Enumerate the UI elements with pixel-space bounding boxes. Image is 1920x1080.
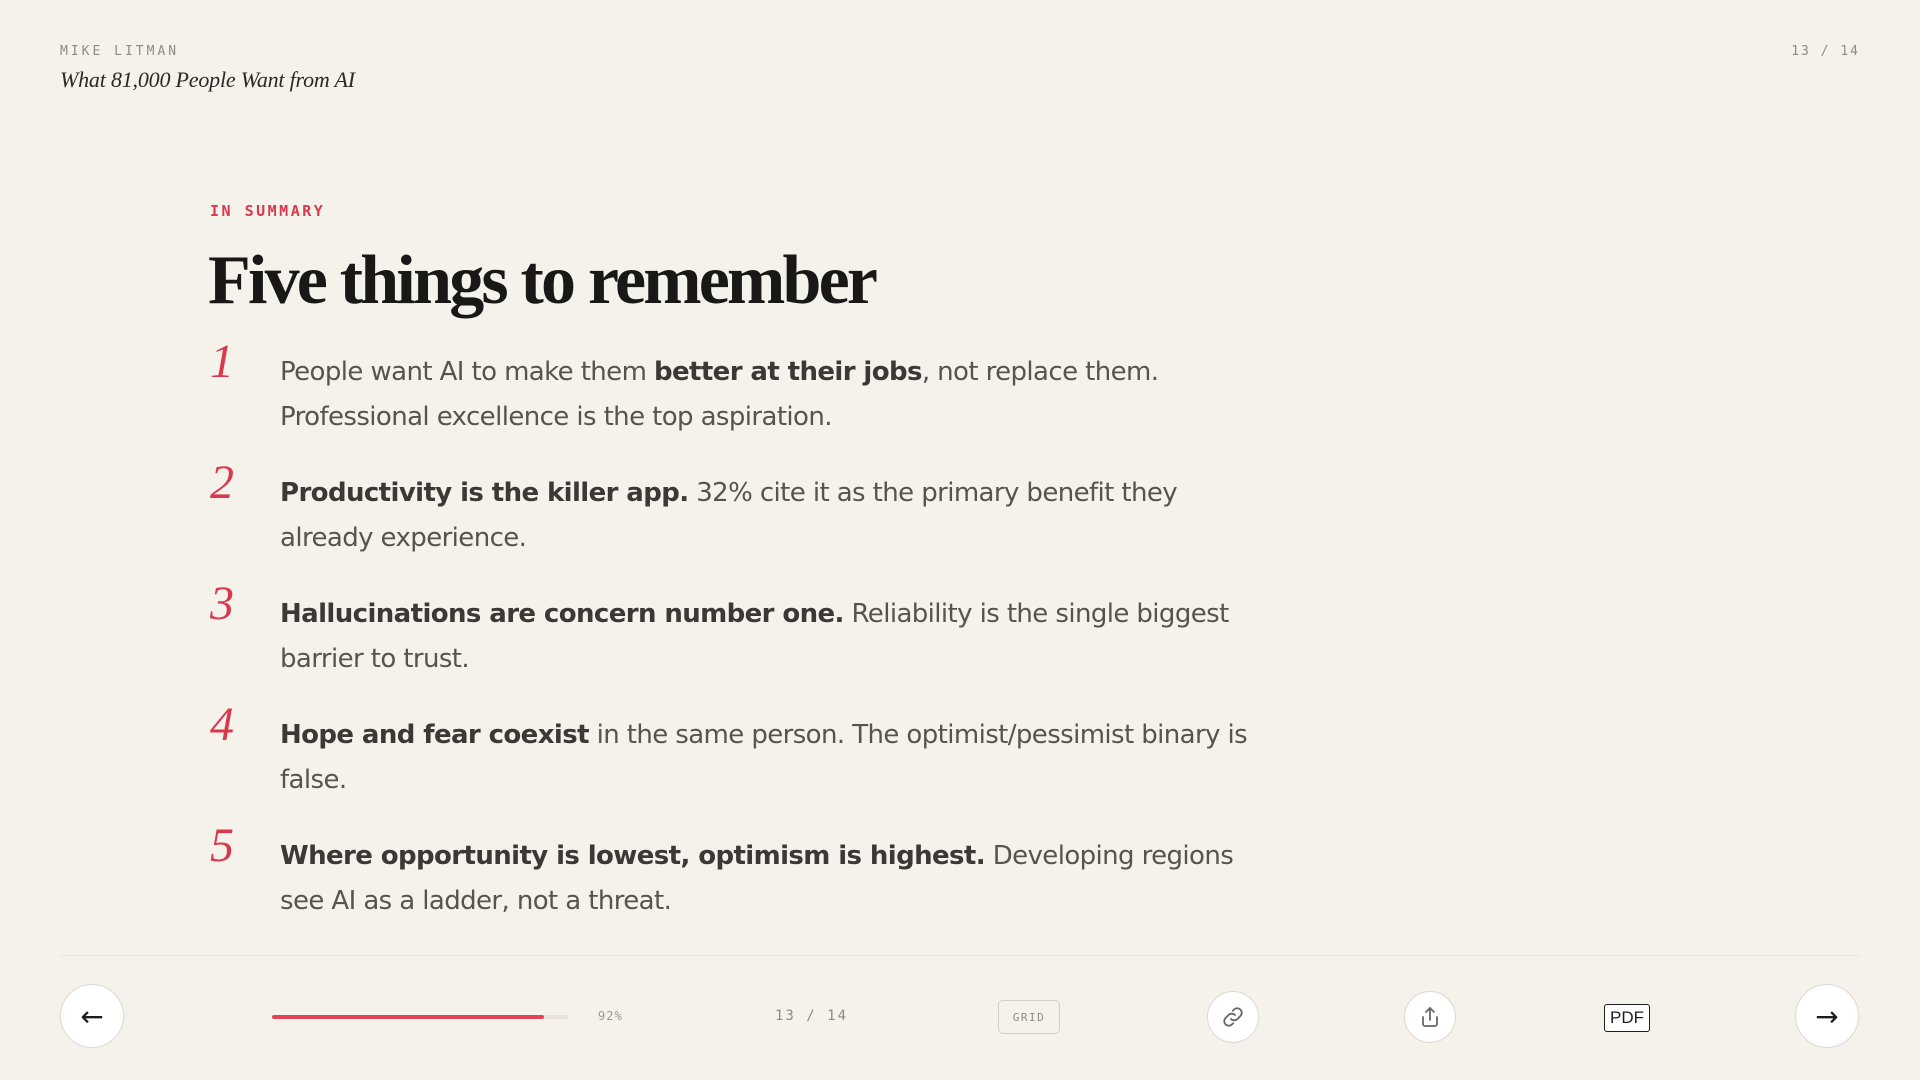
summary-item-number: 2 xyxy=(210,456,234,509)
copy-link-button[interactable] xyxy=(1207,991,1259,1043)
share-button[interactable] xyxy=(1404,991,1456,1043)
slide-headline: Five things to remember xyxy=(208,242,876,319)
progress-bar[interactable] xyxy=(272,1015,568,1019)
summary-item-emphasis: Hallucinations are concern number one. xyxy=(280,599,844,629)
summary-item-segment: , not replace them. Professional excellence is the top aspiration. xyxy=(280,357,1159,432)
summary-item-text xyxy=(280,592,1270,682)
author-name: MIKE LITMAN xyxy=(60,44,180,59)
summary-item xyxy=(210,698,1270,803)
prev-slide-button[interactable] xyxy=(60,984,124,1048)
summary-item xyxy=(210,335,1270,440)
summary-item-number: 1 xyxy=(210,335,234,388)
slide-eyebrow: IN SUMMARY xyxy=(210,202,326,220)
summary-item-text xyxy=(280,350,1270,440)
slide-content xyxy=(210,202,1270,924)
grid-view-button[interactable]: GRID xyxy=(998,1000,1060,1034)
pdf-export-button[interactable]: PDF xyxy=(1604,1004,1650,1032)
deck-header xyxy=(60,44,355,93)
summary-item xyxy=(210,456,1270,561)
summary-item-emphasis: better at their jobs xyxy=(653,357,922,387)
summary-item-segment: 32% cite it as the primary benefit they already experience. xyxy=(280,478,1178,553)
summary-item-segment: People want AI to make them xyxy=(280,357,654,387)
progress-fill xyxy=(272,1015,544,1019)
link-icon xyxy=(1221,1005,1245,1029)
summary-item-emphasis: Where opportunity is lowest, optimism is highest. xyxy=(280,841,986,871)
arrow-left-icon: ← xyxy=(80,999,104,1033)
footer-divider xyxy=(60,955,1860,956)
summary-item-emphasis: Productivity is the killer app. xyxy=(280,478,689,508)
summary-list xyxy=(210,335,1270,924)
share-icon xyxy=(1418,1005,1442,1029)
next-slide-button[interactable] xyxy=(1795,984,1859,1048)
progress-label: 92% xyxy=(598,1009,623,1023)
summary-item-text xyxy=(280,713,1270,803)
summary-item-number: 3 xyxy=(210,577,234,630)
summary-item-segment: in the same person. The optimist/pessimist binary is false. xyxy=(280,720,1248,795)
summary-item-text xyxy=(280,471,1270,561)
deck-title: What 81,000 People Want from AI xyxy=(60,67,355,92)
summary-item-segment: Reliability is the single biggest barrier to trust. xyxy=(280,599,1229,674)
summary-item-number: 5 xyxy=(210,819,234,872)
summary-item-emphasis: Hope and fear coexist xyxy=(280,720,589,750)
summary-item-number: 4 xyxy=(210,698,234,751)
summary-item xyxy=(210,819,1270,924)
summary-item xyxy=(210,577,1270,682)
summary-item-text xyxy=(280,834,1270,924)
arrow-right-icon: → xyxy=(1815,999,1839,1033)
page-indicator-top: 13 / 14 xyxy=(1791,44,1860,59)
summary-item-segment: Developing regions see AI as a ladder, not a threat. xyxy=(280,841,1234,916)
page-indicator-bottom: 13 / 14 xyxy=(775,1008,849,1024)
